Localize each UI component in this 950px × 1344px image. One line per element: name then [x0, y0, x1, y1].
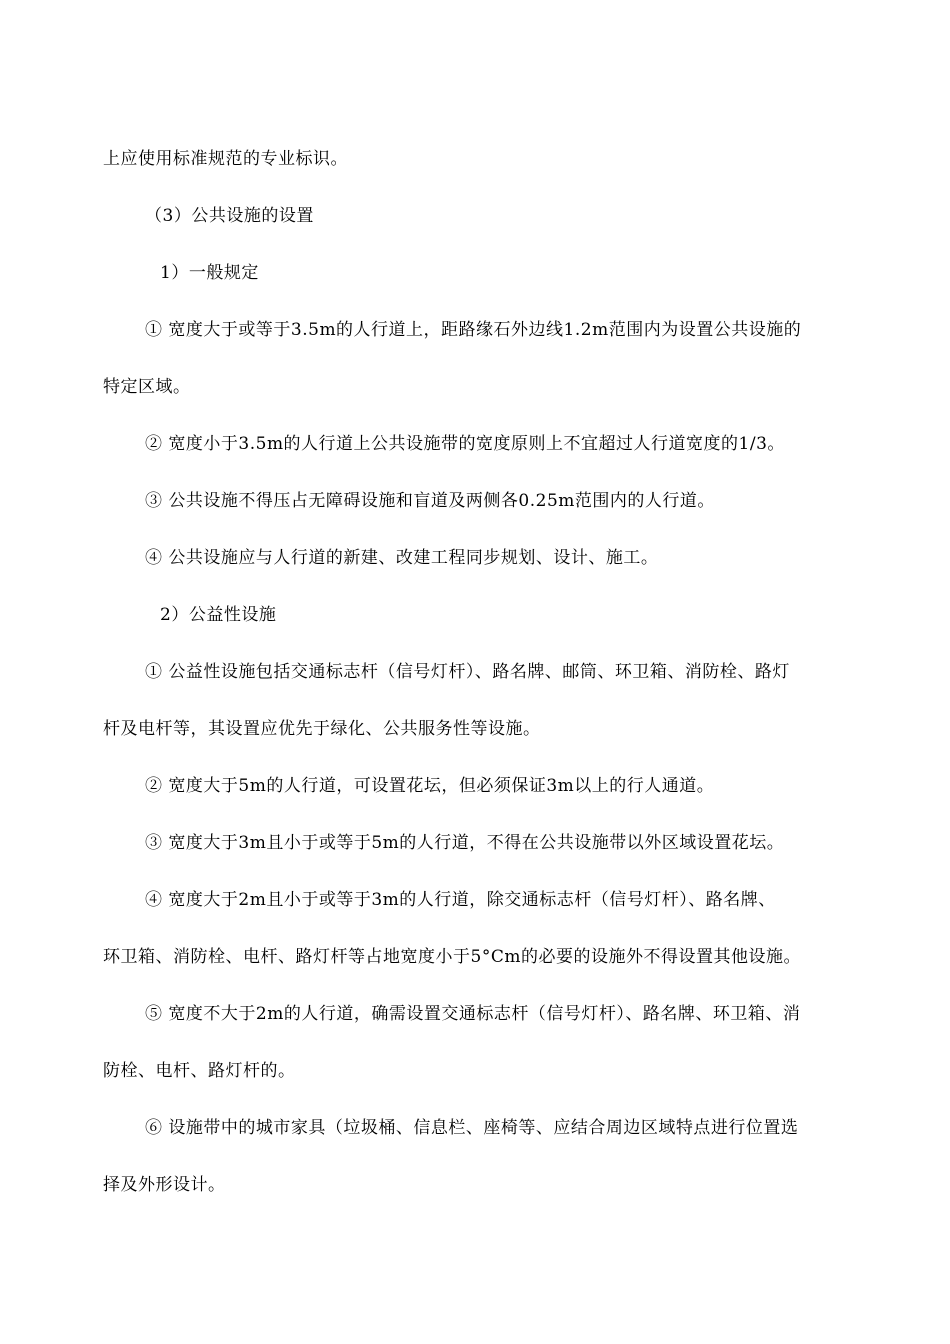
list-item-continuation: 环卫箱、消防栓、电杆、路灯杆等占地宽度小于5°Cm的必要的设施外不得设置其他设施。	[103, 947, 801, 967]
paragraph-continuation: 上应使用标准规范的专业标识。	[103, 149, 348, 169]
list-item: ③ 公共设施不得压占无障碍设施和盲道及两侧各0.25m范围内的人行道。	[145, 491, 715, 511]
section-heading: （3）公共设施的设置	[145, 206, 314, 226]
list-item: ① 宽度大于或等于3.5m的人行道上，距路缘石外边线1.2m范围内为设置公共设施的	[145, 320, 802, 340]
list-item: ③ 宽度大于3m且小于或等于5m的人行道，不得在公共设施带以外区域设置花坛。	[145, 833, 785, 853]
subsection-heading: 2）公益性设施	[160, 605, 277, 625]
list-item: ② 宽度大于5m的人行道，可设置花坛，但必须保证3m以上的行人通道。	[145, 776, 715, 796]
list-item-continuation: 择及外形设计。	[103, 1175, 226, 1195]
list-item: ④ 公共设施应与人行道的新建、改建工程同步规划、设计、施工。	[145, 548, 659, 568]
list-item: ⑤ 宽度不大于2m的人行道，确需设置交通标志杆（信号灯杆）、路名牌、环卫箱、消	[145, 1004, 801, 1024]
list-item-continuation: 特定区域。	[103, 377, 191, 397]
list-item: ④ 宽度大于2m且小于或等于3m的人行道，除交通标志杆（信号灯杆）、路名牌、	[145, 890, 776, 910]
list-item-continuation: 防栓、电杆、路灯杆的。	[103, 1061, 296, 1081]
subsection-heading: 1）一般规定	[160, 263, 259, 283]
list-item: ⑥ 设施带中的城市家具（垃圾桶、信息栏、座椅等、应结合周边区域特点进行位置选	[145, 1118, 799, 1138]
list-item: ② 宽度小于3.5m的人行道上公共设施带的宽度原则上不宜超过人行道宽度的1/3。	[145, 434, 785, 454]
list-item-continuation: 杆及电杆等，其设置应优先于绿化、公共服务性等设施。	[103, 719, 541, 739]
list-item: ① 公益性设施包括交通标志杆（信号灯杆）、路名牌、邮筒、环卫箱、消防栓、路灯	[145, 662, 790, 682]
